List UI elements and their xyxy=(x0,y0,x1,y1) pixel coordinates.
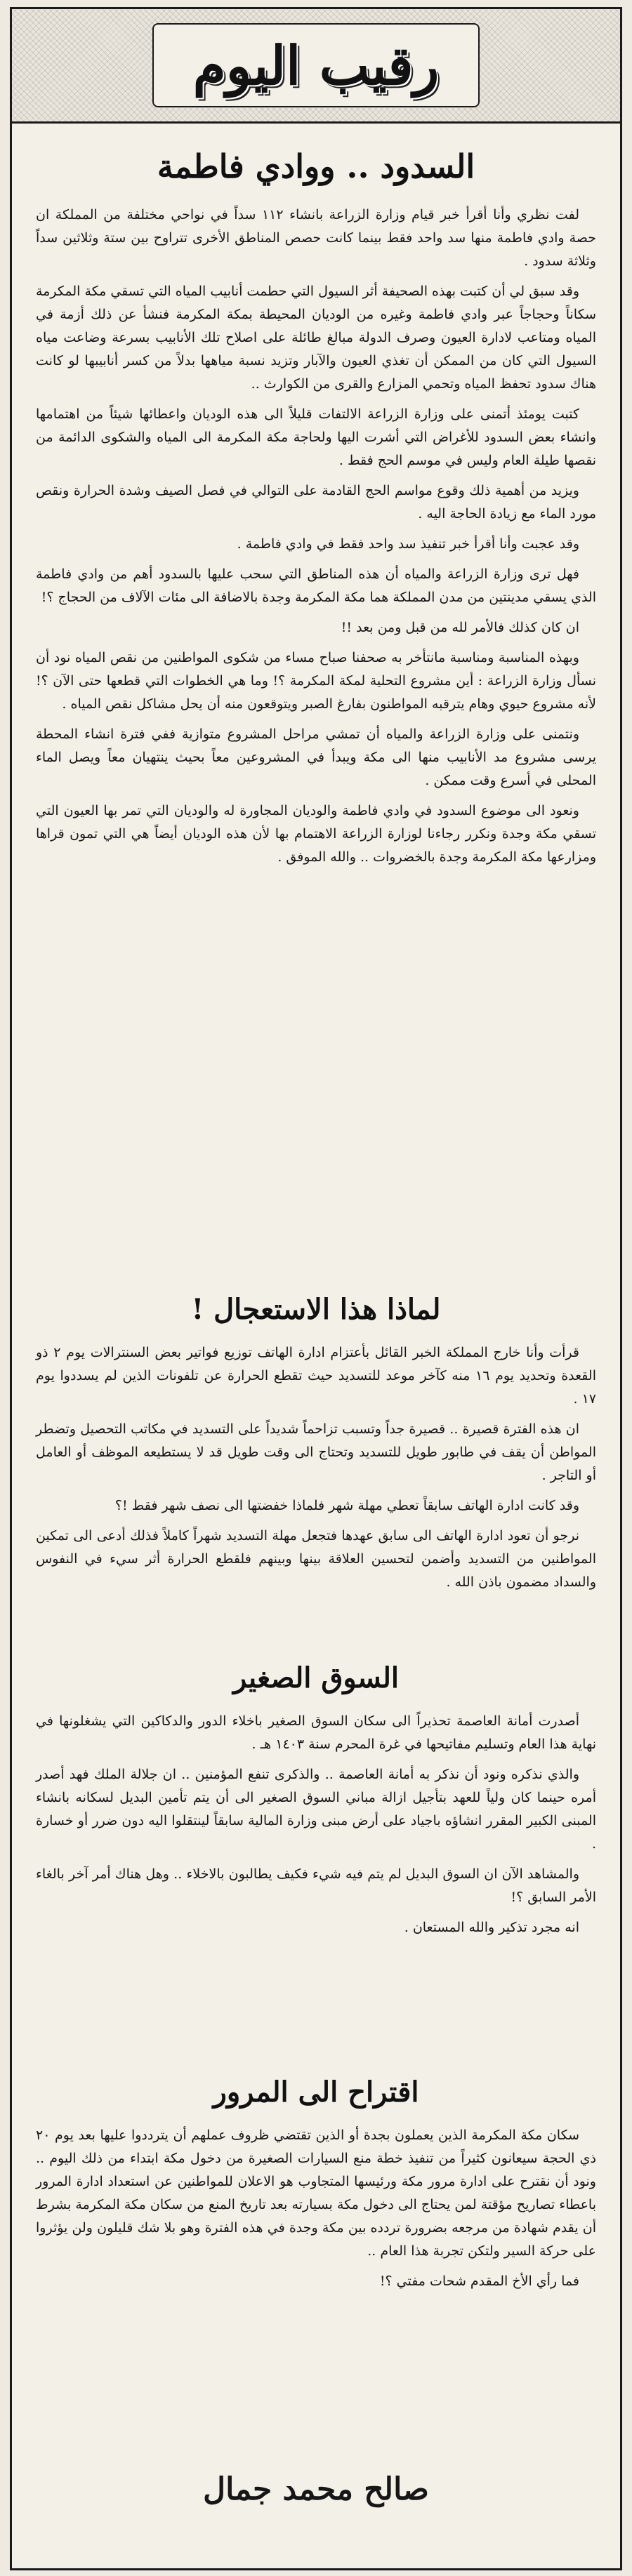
main-paragraph: كتبت يومئذ أتمنى على وزارة الزراعة الالتفات قليلاً الى هذه الوديان واعطائها شيئاً من اهتمامها وانشاء بعض السدود للأغراض التي أشرت اليها ولحاجة مكة المكرمة الى المياه والشكوى الدائمة من نقصها طيلة العام وليس في موسم الحج فقط . xyxy=(36,406,596,468)
main-paragraph: فهل ترى وزارة الزراعة والمياه أن هذه المناطق التي سحب عليها بالسدود أهم من وادي فاطمة الذي يسقي مدينتين من مدن المملكة هما مكة المكرمة وجدة بالاضافة الى مئات الآلاف من الحجاج ؟! xyxy=(36,566,596,605)
main-body xyxy=(12,204,620,869)
section-paragraph: والذي نذكره ونود أن نذكر به أمانة العاصمة .. والذكرى تنفع المؤمنين .. ان جلالة الملك فهد أصدر أمره حينما كان ولياً للعهد بتأجيل ازالة مباني السوق الصغير الى أن يتم تأمين البديل لسكانه بانشاء المبنى الكبير المقرر انشاؤه باجياد على أرض مبنى وزارة المالية سابقاً لينتقلوا اليه دون ضرر أو خسارة . xyxy=(36,1767,596,1852)
section-paragraph: انه مجرد تذكير والله المستعان . xyxy=(404,1920,579,1935)
section-paragraph: قرأت وأنا خارج المملكة الخبر القائل بأعتزام ادارة الهاتف توزيع فواتير بعض السنترالات يوم ٢ ذو القعدة وتحديد يوم ١٦ منه كآخر موعد للتسديد حيث تقطع الحرارة عن تلفونات الذين لم يسددوا يوم ١٧ . xyxy=(36,1345,596,1407)
section-paragraph: ان هذه الفترة قصيرة .. قصيرة جداً وتسبب تزاحماً شديداً على التسديد في مكاتب التحصيل وتضطر المواطن أن يقف في طابور طويل للتسديد وتحتاج الى وقت طويل قد لا يستطيعه الموظف أو العامل أو التاجر . xyxy=(36,1421,596,1483)
main-paragraph: ونعود الى موضوع السدود في وادي فاطمة والوديان المجاورة له والوديان التي تمر بها العيون التي تسقي مكة وجدة ونكرر رجاءنا لوزارة الزراعة الاهتمام بها لأن هذه الوديان أيضاً هي التي تمون قراها ومزارعها مكة المكرمة وجدة بالخضروات .. والله الموفق . xyxy=(36,803,596,865)
section-body xyxy=(12,1710,620,1939)
masthead-banner xyxy=(152,23,480,107)
section-paragraph: فما رأي الأخ المقدم شحات مفتي ؟! xyxy=(379,2273,579,2289)
section-paragraph: أصدرت أمانة العاصمة تحذيراً الى سكان السوق الصغير باخلاء الدور والدكاكين التي يشغلونها في نهاية هذا العام وتسليم مفاتيحها في غرة المحرم سنة ١٤٠٣ هـ . xyxy=(36,1713,596,1752)
section-paragraph: وقد كانت ادارة الهاتف سابقاً تعطي مهلة شهر فلماذا خفضتها الى نصف شهر فقط !؟ xyxy=(114,1498,579,1513)
article-main xyxy=(12,124,620,1275)
main-headline: السدود .. ووادي فاطمة xyxy=(157,147,475,185)
section-paragraph: سكان مكة المكرمة الذين يعملون بجدة أو الذين تقتضي ظروف عملهم أن يترددوا عليها بعد يوم ٢٠ ذي الحجة سيعانون كثيراً من تنفيذ خطة منع السيارات الصغيرة من دخول مكة ابتداء من ذلك اليوم .. ونود أن نقترح على ادارة مرور مكة ورئيسها المتجاوب هو الاعلان للمواطنين عن استعداد ادارة المرور باعطاء تصاريح مؤقتة لمن يحتاج الى دخول مكة بسيارته بعد تاريخ المنع من سكان مكة المكرمة بشرط أن يقدم شهادة من مرجعه بضرورة تردده بين مكة وجدة في هذه الفترة وهو بلا شك قليلون ولن يؤثروا على حركة السير ولتكن تجربة هذا العام .. xyxy=(36,2127,596,2259)
main-paragraph: وبهذه المناسبة ومناسبة مانتأخر به صحفنا صباح مساء من شكوى المواطنين من نقص المياه نود أن نسأل وزارة الزراعة : أين مشروع التحلية لمكة المكرمة ؟! وما هي الخطوات التي قطعها حتى الآن ؟! لأنه مشروع حيوي وهام يترقبه المواطنون بفارغ الصبر ويتوقعون منه أن يحل مشاكل نقص المياه . xyxy=(36,650,596,712)
article-traffic xyxy=(12,2057,620,2450)
section-paragraph: والمشاهد الآن ان السوق البديل لم يتم فيه شيء فكيف يطالبون بالاخلاء .. وهل هناك أمر آخر بالغاء الأمر السابق ؟! xyxy=(36,1866,596,1905)
column-title: رقيب اليوم xyxy=(192,34,440,97)
main-paragraph: ان كان كذلك فالأمر لله من قبل ومن بعد !! xyxy=(341,620,579,635)
column-masthead xyxy=(12,9,620,124)
newspaper-column xyxy=(10,7,622,2570)
main-paragraph: وقد سبق لي أن كتبت بهذه الصحيفة أثر السيول التي حطمت أنابيب المياه التي تسقي مكة المكرمة سكاناً وحجاجاً عبر وادي فاطمة وغيره من الوديان المحيطة بمكة المكرمة فنشأ عن ذلك أزمة في المياه ومتاعب لادارة العيون وصرف الدولة مبالغ طائلة على اصلاح تلك الأنابيب بسرعة وضاعت مياه السيول التي كان من الممكن أن تغذي العيون والآبار وتزيد نسبة مياهها بدلاً من كسر أنابيبها لو كانت هناك سدود تحفظ المياه وتحمي المزارع والقرى من الكوارث .. xyxy=(36,284,596,392)
author-signature: صالح محمد جمال xyxy=(203,2471,429,2507)
section-paragraph: نرجو أن تعود ادارة الهاتف الى سابق عهدها فتجعل مهلة التسديد شهراً كاملاً فذلك أدعى الى تمكين المواطنين من التسديد وأضمن لتحسين العلاقة بينها وبينهم فلقطع الحرارة أثر سيء في النفوس والسداد مضمون باذن الله . xyxy=(36,1528,596,1590)
article-small-market xyxy=(12,1643,620,2057)
main-paragraph: وقد عجبت وأنا أقرأ خبر تنفيذ سد واحد فقط في وادي فاطمة . xyxy=(237,536,579,552)
section-headline: لماذا هذا الاستعجال ! xyxy=(191,1293,441,1326)
main-paragraph: لفت نظري وأنا أقرأ خبر قيام وزارة الزراعة بانشاء ١١٢ سداً في نواحي مختلفة من المملكة ان حصة وادي فاطمة منها سد واحد فقط بينما كانت حصص المناطق الأخرى تتراوح بين ستة وثلاثين سداً وثلاثة سدود . xyxy=(36,207,596,269)
section-body xyxy=(12,2124,620,2293)
main-paragraph: ويزيد من أهمية ذلك وقوع مواسم الحج القادمة على التوالي في فصل الصيف وشدة الحرارة ونقص مورد الماء مع زيادة الحاجة اليه . xyxy=(36,483,596,522)
section-headline: السوق الصغير xyxy=(232,1661,400,1694)
article-telephone xyxy=(12,1275,620,1643)
section-body xyxy=(12,1341,620,1594)
main-paragraph: ونتمنى على وزارة الزراعة والمياه أن تمشي مراحل المشروع متوازية ففي فترة انشاء المحطة يرسى مشروع مد الأنابيب منها الى مكة ويبدأ في المشروعين معاً بحيث ينتهيان معاً ويصل الماء المحلى في أسرع وقت ممكن . xyxy=(36,726,596,788)
section-headline: اقتراح الى المرور xyxy=(213,2076,419,2109)
